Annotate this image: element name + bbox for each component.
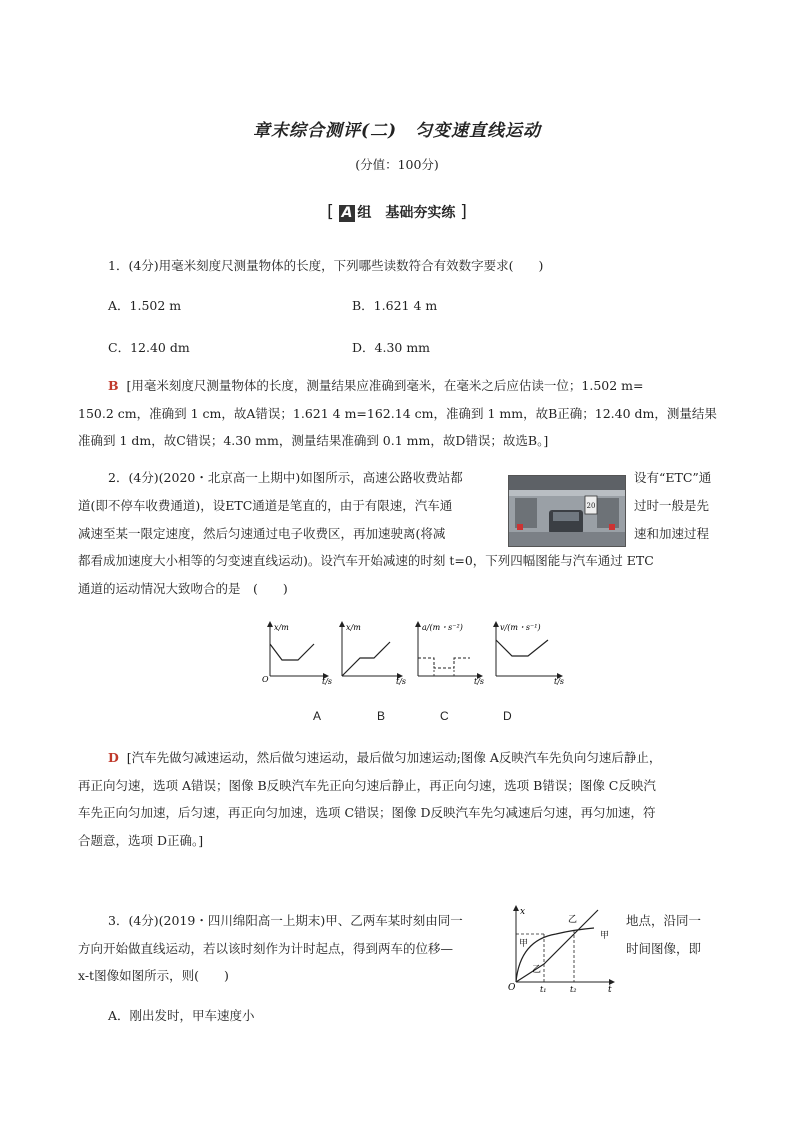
q3-xlabel: t: [608, 985, 612, 994]
q2-stem-2: 道(即不停车收费通道)，设ETC通道是笔直的，由于有限速，汽车通: [78, 498, 453, 513]
q2-stem-5: 通道的运动情况大致吻合的是 ( ): [78, 581, 288, 596]
q2-answer: D: [108, 750, 119, 765]
chart-a-curve: [270, 644, 314, 660]
chart-d-curve: [496, 640, 548, 656]
q2-stem-1: 2．(4分)(2020・北京高一上期中)如图所示，高速公路收费站都: [108, 470, 463, 485]
page-subtitle: (分值：100分): [355, 157, 439, 172]
chart-b-curve: [342, 642, 390, 676]
q1-explain-1: B [用毫米刻度尺测量物体的长度，测量结果应准确到毫米，在毫米之后应估读一位；1.502 m=: [108, 378, 644, 393]
q3-label-yi-end: 乙: [568, 915, 578, 925]
chart-b-ylabel: x/m: [346, 623, 361, 632]
q2-explain-3: 车先正向匀加速，后匀速，再正向匀加速，选项 C错误；图像 D反映汽车先匀减速后匀速，再匀加速，符: [78, 805, 656, 820]
q3-option-a: A．刚出发时，甲车速度小: [108, 1008, 255, 1023]
chart-b-xlabel: t/s: [396, 677, 407, 686]
chart-d: [496, 623, 564, 686]
chart-a: [262, 623, 332, 686]
chart-c: [418, 623, 484, 686]
chart-b: [342, 623, 406, 686]
q3-graph: [504, 902, 618, 994]
chart-c-xlabel: t/s: [474, 677, 485, 686]
q1-option-b: B．1.621 4 m: [352, 298, 438, 313]
q2-explain-4: 合题意，选项 D正确。]: [78, 833, 204, 848]
q2-stem-2r: 过时一般是先: [634, 498, 710, 513]
q2-stem-4: 都看成加速度大小相等的匀变速直线运动)。设汽车开始减速的时刻 t=0，下列四幅图能与汽车通过 ETC: [78, 553, 654, 568]
q3-stem-1r: 地点，沿同一: [626, 913, 702, 928]
q3-t1: t₁: [540, 985, 547, 994]
q3-stem-1: 3．(4分)(2019・四川绵阳高一上期末)甲、乙两车某时刻由同一: [108, 913, 463, 928]
q3-label-yi: 乙: [532, 965, 542, 975]
q3-t2: t₂: [570, 985, 577, 994]
q1-option-d: D．4.30 mm: [352, 340, 431, 355]
bracket-open: [: [327, 202, 334, 222]
q1-option-a: A．1.502 m: [108, 298, 182, 313]
chart-c-curve: [418, 658, 470, 668]
group-label: 组 基础夯实练: [357, 205, 456, 221]
section-header: [0, 202, 794, 222]
group-badge: A: [339, 205, 356, 222]
chart-d-label: D: [503, 709, 512, 723]
q1-explain-2: 150.2 cm，准确到 1 cm，故A错误；1.621 4 m=162.14 cm，准确到 1 mm，故B正确；12.40 dm，测量结果: [78, 406, 717, 421]
q1-stem: 1．(4分)用毫米刻度尺测量物体的长度，下列哪些读数符合有效数字要求( ): [108, 258, 544, 273]
q3-ylabel: x: [520, 907, 526, 917]
q2-stem-3r: 速和加速过程: [634, 526, 710, 541]
q2-stem-1r: 设有“ETC”通: [634, 470, 712, 485]
q3-stem-2r: 时间图像，即: [626, 941, 702, 956]
chart-d-ylabel: v/(m・s⁻¹): [500, 623, 541, 632]
speed-sign: 20: [586, 502, 596, 510]
bracket-close: ]: [460, 202, 467, 222]
chart-d-xlabel: t/s: [554, 677, 565, 686]
q3-origin: O: [508, 983, 516, 993]
q1-explain-3: 准确到 1 dm，故C错误；4.30 mm，测量结果准确到 0.1 mm，故D错误；故选B。]: [78, 433, 549, 448]
q3-stem-2: 方向开始做直线运动，若以该时刻作为计时起点，得到两车的位移—: [78, 941, 454, 956]
q2-explain-2: 再正向匀速，选项 A错误；图像 B反映汽车先正向匀速后静止，再正向匀速，选项 B错误；图像 C反映汽: [78, 778, 656, 793]
chart-a-origin: O: [262, 675, 269, 684]
q1-answer: B: [108, 378, 119, 393]
q2-charts: [258, 618, 568, 690]
q2-explain-1: D [汽车先做匀减速运动，然后做匀速运动，最后做匀加速运动;图像 A反映汽车先负向匀速后静止，: [108, 750, 662, 765]
q2-stem-3: 减速至某一限定速度，然后匀速通过电子收费区，再加速驶离(将减: [78, 526, 446, 541]
q3-label-jia: 甲: [519, 939, 529, 949]
chart-b-label: B: [377, 709, 386, 723]
chart-a-label: A: [313, 709, 322, 723]
chart-a-ylabel: x/m: [274, 623, 289, 632]
chart-c-ylabel: a/(m・s⁻²): [422, 623, 463, 632]
chart-c-label: C: [440, 709, 449, 723]
q3-stem-3: x-t图像如图所示，则( ): [78, 968, 229, 983]
page-title: 章末综合测评(二) 匀变速直线运动: [252, 121, 542, 141]
q3-curve-yi: [516, 910, 598, 982]
toll-station-photo: [508, 475, 626, 547]
q3-label-jia-end: 甲: [600, 931, 610, 941]
q1-option-c: C．12.40 dm: [108, 340, 190, 355]
chart-a-xlabel: t/s: [322, 677, 333, 686]
